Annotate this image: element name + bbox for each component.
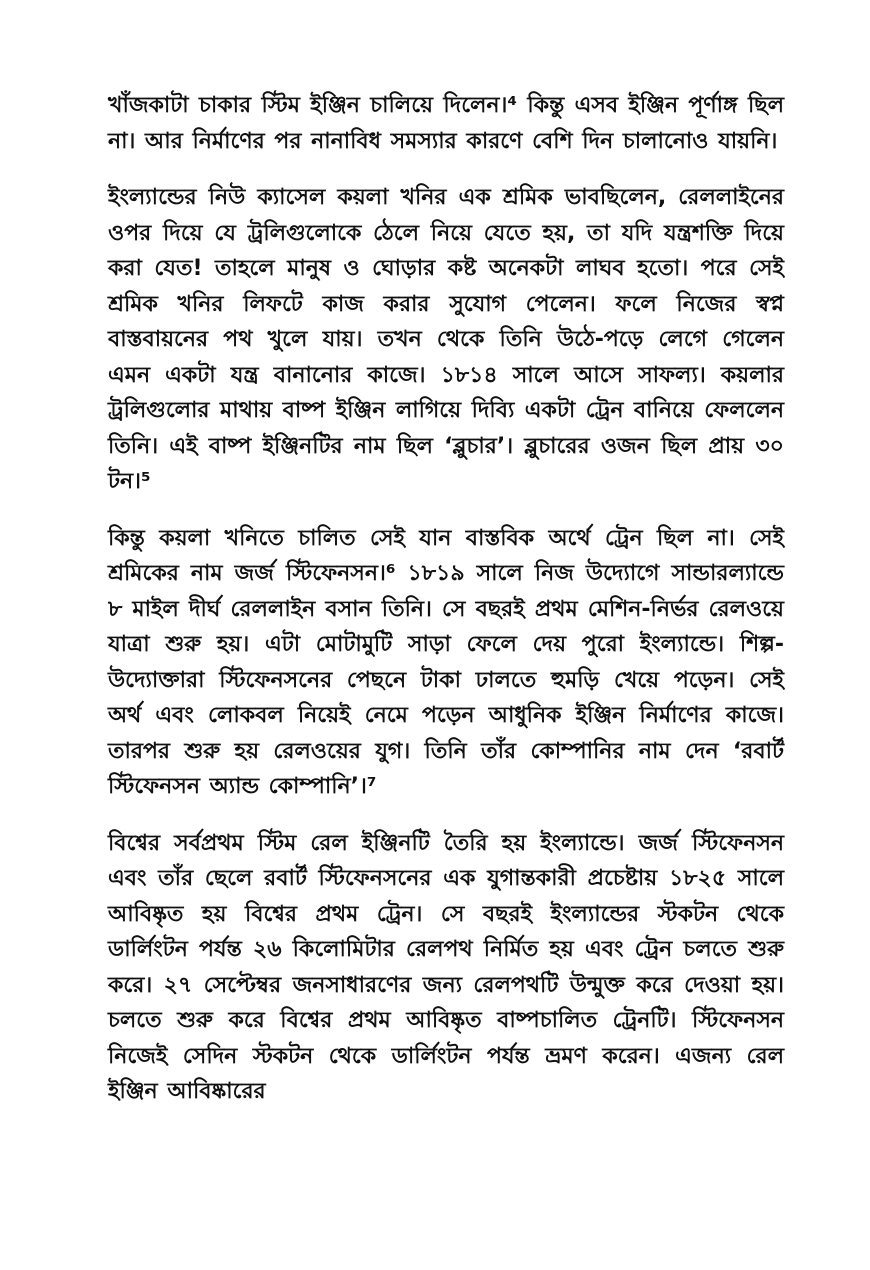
paragraph-4: বিশ্বের সর্বপ্রথম স্টিম রেল ইঞ্জিনটি তৈরি হয় ইংল্যান্ডে। জর্জ স্টিফেনসন এবং তাঁর ছেলে রবার্ট স্টিফেনসনের এক যুগান্তকারী প্রচেষ্টায় ১৮২৫ সালে আবিষ্কৃত হয় বিশ্বের প্রথম ট্রেন। সে বছরই ইংল্যান্ডের স্টকটন থেকে ডার্লিংটন পর্যন্ত ২৬ কিলোমিটার রেলপথ নির্মিত হয় এবং ট্রেন চলতে শুরু করে। ২৭ সেপ্টেম্বর জনসাধারণের জন্য রেলপথটি উন্মুক্ত করে দেওয়া হয়। চলতে শুরু করে বিশ্বের প্রথম আবিষ্কৃত বাষ্পচালিত ট্রেনটি। স্টিফেনসন নিজেই সেদিন স্টকটন থেকে ডার্লিংটন পর্যন্ত ভ্রমণ করেন। এজন্য রেল ইঞ্জিন আবিষ্কারের [108,830,784,1104]
paragraph-3: কিন্তু কয়লা খনিতে চালিত সেই যান বাস্তবিক অর্থে ট্রেন ছিল না। সেই শ্রমিকের নাম জর্জ স্টিফেনসন।⁶ ১৮১৯ সালে নিজ উদ্যোগে সান্ডারল্যান্ডে ৮ মাইল দীর্ঘ রেললাইন বসান তিনি। সে বছরই প্রথম মেশিন-নির্ভর রেলওয়ে যাত্রা শুরু হয়। এটা মোটামুটি সাড়া ফেলে দেয় পুরো ইংল্যান্ডে। শিল্প-উদ্যোক্তারা স্টিফেনসনের পেছনে টাকা ঢালতে হুমড়ি খেয়ে পড়েন। সেই অর্থ এবং লোকবল নিয়েই নেমে পড়েন আধুনিক ইঞ্জিন নির্মাণের কাজে। তারপর শুরু হয় রেলওয়ের যুগ। তিনি তাঁর কোম্পানির নাম দেন ‘রবার্ট স্টিফেনসন অ্যান্ড কোম্পানি’।⁷ [108,525,784,799]
document-page [108,88,784,1110]
paragraph-1: খাঁজকাটা চাকার স্টিম ইঞ্জিন চালিয়ে দিলেন।⁴ কিন্তু এসব ইঞ্জিন পূর্ণাঙ্গ ছিল না। আর নির্মাণের পর নানাবিধ সমস্যার কারণে বেশি দিন চালানোও যায়নি। [108,93,784,154]
paragraph-2: ইংল্যান্ডের নিউ ক্যাসেল কয়লা খনির এক শ্রমিক ভাবছিলেন, রেললাইনের ওপর দিয়ে যে ট্রলিগুলোকে ঠেলে নিয়ে যেতে হয়, তা যদি যন্ত্রশক্তি দিয়ে করা যেত! তাহলে মানুষ ও ঘোড়ার কষ্ট অনেকটা লাঘব হতো। পরে সেই শ্রমিক খনির লিফটে কাজ করার সুযোগ পেলেন। ফলে নিজের স্বপ্ন বাস্তবায়নের পথ খুলে যায়। তখন থেকে তিনি উঠে-পড়ে লেগে গেলেন এমন একটা যন্ত্র বানানোর কাজে। ১৮১৪ সালে আসে সাফল্য। কয়লার ট্রলিগুলোর মাথায় বাষ্প ইঞ্জিন লাগিয়ে দিব্যি একটা ট্রেন বানিয়ে ফেললেন তিনি। এই বাষ্প ইঞ্জিনটির নাম ছিল ‘ব্লুচার’। ব্লুচারের ওজন ছিল প্রায় ৩০ টন।⁵ [108,185,784,494]
